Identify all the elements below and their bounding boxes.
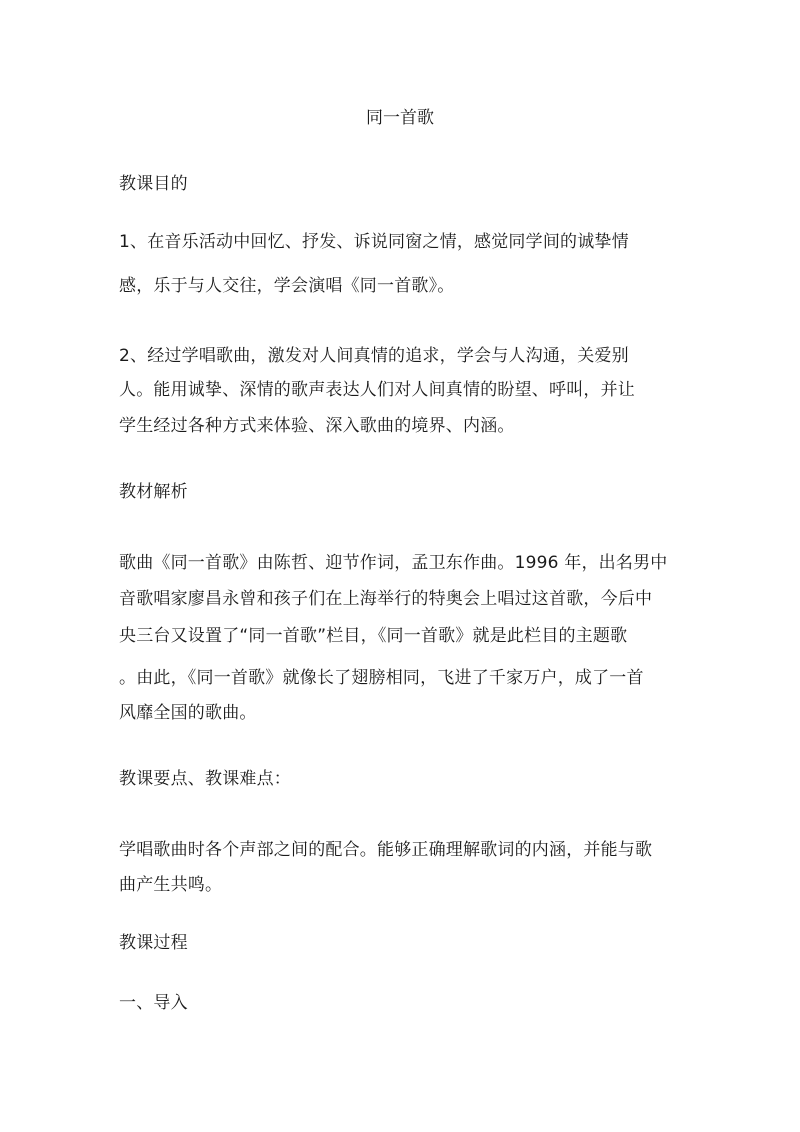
- analysis-line-3: 央三台又设置了“同一首歌”栏目，《同一首歌》就是此栏目的主题歌: [119, 626, 628, 646]
- analysis-line-2: 音歌唱家廖昌永曾和孩子们在上海举行的特奥会上唱过这首歌，今后中: [119, 589, 653, 609]
- keypoints-line-2: 曲产生共鸣。: [119, 875, 223, 895]
- objective-2-line-1: 2、经过学唱歌曲，激发对人间真情的追求，学会与人沟通，关爱别: [119, 346, 629, 366]
- objectives-heading: 教课目的: [119, 174, 188, 194]
- analysis-line-1: 歌曲《同一首歌》由陈哲、迎节作词，孟卫东作曲。1996 年，出名男中: [119, 553, 668, 573]
- intro-heading: 一、导入: [119, 993, 188, 1013]
- objective-2-line-3: 学生经过各种方式来体验、深入歌曲的境界、内涵。: [119, 416, 515, 436]
- keypoints-line-1: 学唱歌曲时各个声部之间的配合。能够正确理解歌词的内涵，并能与歌: [119, 840, 653, 860]
- objective-1-line-1: 1、在音乐活动中回忆、抒发、诉说同窗之情，感觉同学间的诚挚情: [119, 232, 629, 252]
- keypoints-heading: 教课要点、教课难点：: [119, 769, 291, 789]
- analysis-line-4: 。由此，《同一首歌》就像长了翅膀相同，飞进了千家万户，成了一首: [119, 668, 644, 688]
- objective-1-line-2: 感，乐于与人交往，学会演唱《同一首歌》。: [119, 276, 455, 296]
- analysis-line-5: 风靡全国的歌曲。: [119, 703, 257, 723]
- process-heading: 教课过程: [119, 933, 188, 953]
- document-title: 同一首歌: [366, 108, 434, 128]
- objective-2-line-2: 人。能用诚挚、深情的歌声表达人们对人间真情的盼望、呼叫，并让: [119, 380, 635, 400]
- analysis-heading: 教材解析: [119, 482, 188, 502]
